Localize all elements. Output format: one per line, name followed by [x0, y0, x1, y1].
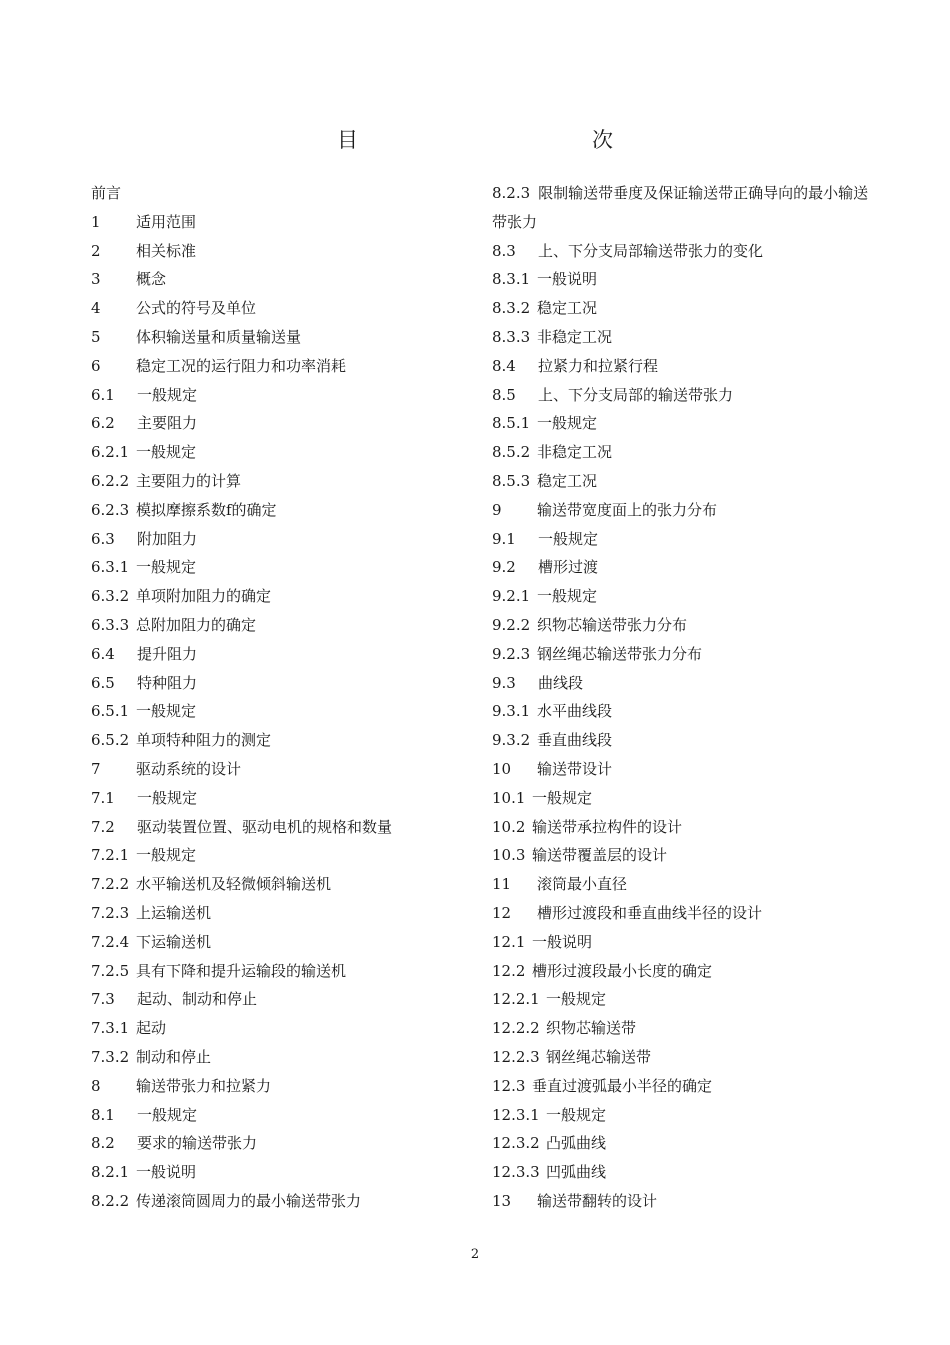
toc-entry-number: 10.2 — [492, 817, 526, 836]
toc-entry[interactable] — [91, 755, 491, 784]
toc-entry-title: 稳定工况的运行阻力和功率消耗 — [136, 356, 347, 375]
toc-entry[interactable] — [492, 294, 872, 323]
toc-entry-title: 制动和停止 — [136, 1047, 212, 1066]
toc-entry[interactable] — [91, 957, 491, 986]
toc-entry-title: 稳定工况 — [537, 471, 598, 490]
toc-entry-title: 适用范围 — [136, 212, 197, 231]
toc-entry[interactable] — [492, 553, 872, 582]
toc-entry-title: 钢丝绳芯输送带 — [546, 1047, 652, 1066]
toc-entry-title: 相关标准 — [136, 241, 197, 260]
toc-entry-number: 1 — [91, 212, 101, 231]
toc-entry[interactable] — [91, 438, 491, 467]
toc-entry-title: 输送带翻转的设计 — [537, 1191, 658, 1210]
toc-entry-title: 一般规定 — [136, 846, 197, 865]
toc-entry-number: 8.5.2 — [492, 443, 531, 462]
page-title: 目 次 — [337, 128, 677, 152]
toc-entry-number: 2 — [91, 241, 101, 260]
toc-entry[interactable] — [91, 237, 491, 266]
toc-entry-number: 6.3.2 — [91, 587, 130, 606]
toc-entry[interactable] — [91, 1072, 491, 1101]
toc-entry-title: 输送带设计 — [537, 759, 613, 778]
toc-entry-number: 11 — [492, 875, 512, 894]
toc-entry-title: 垂直曲线段 — [537, 731, 613, 750]
toc-entry-number: 8.5.1 — [492, 414, 531, 433]
toc-entry[interactable] — [91, 726, 491, 755]
toc-entry[interactable] — [492, 611, 872, 640]
toc-entry-number: 7.1 — [91, 788, 115, 807]
toc-entry[interactable] — [91, 1129, 491, 1158]
toc-entry[interactable] — [91, 640, 491, 669]
toc-entry[interactable] — [91, 611, 491, 640]
toc-entry-number: 4 — [91, 299, 101, 318]
toc-entry-number: 6.3 — [91, 529, 115, 548]
toc-entry[interactable] — [492, 496, 872, 525]
toc-entry-number: 8.2.3 — [492, 184, 531, 202]
toc-entry[interactable] — [492, 784, 872, 813]
toc-entry-title: 一般说明 — [537, 270, 598, 289]
toc-entry-number: 6.1 — [91, 385, 115, 404]
toc-entry-title: 体积输送量和质量输送量 — [136, 327, 302, 346]
toc-entry[interactable] — [91, 553, 491, 582]
toc-entry[interactable] — [91, 525, 491, 554]
toc-entry-title: 一般规定 — [546, 990, 607, 1009]
toc-entry[interactable] — [492, 813, 872, 842]
toc-entry[interactable] — [492, 1101, 872, 1130]
toc-entry-title: 单项特种阻力的测定 — [136, 731, 272, 750]
toc-entry-number: 6.3.1 — [91, 558, 130, 577]
toc-entry-title: 水平输送机及轻微倾斜输送机 — [136, 875, 332, 894]
toc-entry-number: 6.2 — [91, 414, 115, 433]
toc-entry-title: 限制输送带垂度及保证输送带正确导向的最小输送带张力 — [492, 184, 869, 231]
toc-entry-title: 一般说明 — [136, 1163, 197, 1182]
toc-entry-number: 10.3 — [492, 846, 526, 865]
toc-entry[interactable] — [492, 1129, 872, 1158]
toc-entry-number: 7.3.1 — [91, 1019, 130, 1038]
toc-entry[interactable] — [492, 841, 872, 870]
toc-right-column — [492, 179, 872, 1216]
toc-entry[interactable] — [91, 208, 491, 237]
toc-entry-title: 总附加阻力的确定 — [136, 615, 257, 634]
toc-entry-title: 一般规定 — [532, 788, 593, 807]
toc-entry-title: 非稳定工况 — [537, 327, 613, 346]
toc-entry-number: 8.5.3 — [492, 471, 531, 490]
toc-entry-title: 槽形过渡 — [538, 558, 599, 577]
toc-entry[interactable] — [492, 697, 872, 726]
toc-entry-number: 7.2.3 — [91, 903, 130, 922]
toc-entry-number: 12.2 — [492, 961, 526, 980]
toc-entry[interactable] — [492, 179, 872, 237]
toc-entry[interactable] — [492, 438, 872, 467]
toc-entry-number: 7.3 — [91, 990, 115, 1009]
toc-entry-number: 6.5.1 — [91, 702, 130, 721]
toc-entry-title: 一般规定 — [537, 414, 598, 433]
toc-entry-title: 主要阻力的计算 — [136, 471, 242, 490]
toc-entry-title: 凸弧曲线 — [546, 1134, 607, 1153]
toc-entry[interactable] — [91, 928, 491, 957]
toc-entry[interactable] — [492, 985, 872, 1014]
toc-entry-number: 12.2.1 — [492, 990, 540, 1009]
toc-entry-title: 提升阻力 — [137, 644, 198, 663]
toc-entry[interactable] — [492, 525, 872, 554]
toc-entry-number: 12.1 — [492, 932, 526, 951]
toc-entry-title: 概念 — [136, 270, 167, 289]
toc-entry[interactable] — [492, 1158, 872, 1187]
toc-entry-number: 12.3.3 — [492, 1163, 540, 1182]
toc-entry-title: 织物芯输送带张力分布 — [537, 615, 688, 634]
toc-entry-title: 前言 — [91, 184, 122, 202]
toc-entry-number: 9.3.2 — [492, 731, 531, 750]
toc-left-column — [91, 179, 491, 1216]
toc-entry-title: 水平曲线段 — [537, 702, 613, 721]
toc-entry-number: 8.5 — [492, 385, 516, 404]
toc-entry[interactable] — [91, 496, 491, 525]
toc-entry-number: 8.2 — [91, 1134, 115, 1153]
toc-entry-title: 非稳定工况 — [537, 443, 613, 462]
toc-entry[interactable] — [492, 870, 872, 899]
toc-entry-title: 一般规定 — [137, 788, 198, 807]
toc-entry-number: 6.3.3 — [91, 615, 130, 634]
toc-entry[interactable] — [492, 726, 872, 755]
toc-entry-title: 拉紧力和拉紧行程 — [538, 356, 659, 375]
toc-entry[interactable] — [492, 899, 872, 928]
toc-entry-number: 12 — [492, 903, 512, 922]
toc-entry-title: 输送带张力和拉紧力 — [136, 1076, 272, 1095]
toc-entry-title: 槽形过渡段和垂直曲线半径的设计 — [537, 903, 763, 922]
toc-entry[interactable] — [492, 1014, 872, 1043]
toc-entry-number: 5 — [91, 327, 101, 346]
toc-entry-number: 9.2.3 — [492, 644, 531, 663]
toc-entry-number: 8 — [91, 1076, 101, 1095]
toc-entry-number: 7.2.2 — [91, 875, 130, 894]
toc-entry-title: 滚筒最小直径 — [537, 875, 628, 894]
toc-entry-title: 输送带承拉构件的设计 — [532, 817, 683, 836]
toc-entry[interactable] — [492, 957, 872, 986]
toc-entry[interactable] — [492, 1043, 872, 1072]
toc-entry[interactable] — [492, 323, 872, 352]
toc-entry[interactable] — [91, 323, 491, 352]
toc-entry[interactable] — [492, 1187, 872, 1216]
toc-entry[interactable] — [492, 265, 872, 294]
toc-entry[interactable] — [492, 237, 872, 266]
toc-entry-title: 要求的输送带张力 — [137, 1134, 258, 1153]
toc-entry-number: 12.2.2 — [492, 1019, 540, 1038]
toc-entry[interactable] — [492, 669, 872, 698]
toc-entry-number: 7.3.2 — [91, 1047, 130, 1066]
toc-entry[interactable] — [492, 928, 872, 957]
toc-entry-number: 3 — [91, 270, 101, 289]
toc-entry-number: 9 — [492, 500, 502, 519]
toc-entry[interactable] — [91, 1043, 491, 1072]
toc-entry-number: 9.1 — [492, 529, 516, 548]
toc-entry-title: 特种阻力 — [137, 673, 198, 692]
toc-entry-title: 织物芯输送带 — [546, 1019, 637, 1038]
toc-entry-title: 一般规定 — [136, 443, 197, 462]
toc-entry-number: 12.2.3 — [492, 1047, 540, 1066]
toc-entry-number: 10.1 — [492, 788, 526, 807]
toc-entry-title: 一般规定 — [137, 1105, 198, 1124]
toc-entry-number: 6.2.3 — [91, 500, 130, 519]
toc-entry-title: 传递滚筒圆周力的最小输送带张力 — [136, 1191, 362, 1210]
toc-entry[interactable] — [492, 755, 872, 784]
toc-entry-title: 单项附加阻力的确定 — [136, 587, 272, 606]
toc-entry-number: 7.2.1 — [91, 846, 130, 865]
toc-entry-title: 凹弧曲线 — [546, 1163, 607, 1182]
toc-entry[interactable] — [91, 697, 491, 726]
toc-entry[interactable] — [492, 352, 872, 381]
toc-entry[interactable] — [91, 784, 491, 813]
toc-entry[interactable] — [91, 265, 491, 294]
toc-entry-number: 13 — [492, 1191, 512, 1210]
toc-entry[interactable] — [492, 582, 872, 611]
toc-entry-title: 一般规定 — [137, 385, 198, 404]
toc-entry[interactable] — [492, 1072, 872, 1101]
toc-entry-number: 7.2.4 — [91, 932, 130, 951]
toc-entry-title: 一般规定 — [546, 1105, 607, 1124]
toc-entry[interactable] — [91, 985, 491, 1014]
toc-entry[interactable] — [91, 381, 491, 410]
toc-entry[interactable] — [91, 899, 491, 928]
toc-entry-title: 输送带宽度面上的张力分布 — [537, 500, 718, 519]
toc-entry[interactable] — [492, 640, 872, 669]
toc-entry-number: 12.3.1 — [492, 1105, 540, 1124]
toc-entry-title: 下运输送机 — [136, 932, 212, 951]
toc-entry-title: 垂直过渡弧最小半径的确定 — [532, 1076, 713, 1095]
toc-entry-number: 7 — [91, 759, 101, 778]
toc-entry-number: 9.3.1 — [492, 702, 531, 721]
toc-entry-number: 12.3.2 — [492, 1134, 540, 1153]
toc-entry[interactable] — [91, 669, 491, 698]
toc-entry-number: 9.2 — [492, 558, 516, 577]
toc-entry[interactable] — [91, 179, 491, 208]
page-number: 2 — [470, 1247, 480, 1262]
toc-entry-number: 6.2.2 — [91, 471, 130, 490]
toc-entry-title: 公式的符号及单位 — [136, 299, 257, 318]
toc-entry-title: 起动、制动和停止 — [137, 990, 258, 1009]
toc-entry[interactable] — [91, 841, 491, 870]
toc-entry-number: 12.3 — [492, 1076, 526, 1095]
toc-entry-title: 钢丝绳芯输送带张力分布 — [537, 644, 703, 663]
toc-entry-title: 具有下降和提升运输段的输送机 — [136, 961, 347, 980]
toc-entry-title: 起动 — [136, 1019, 167, 1038]
toc-entry-number: 8.3 — [492, 241, 516, 260]
toc-entry[interactable] — [492, 467, 872, 496]
toc-entry[interactable] — [91, 1014, 491, 1043]
toc-entry-number: 7.2.5 — [91, 961, 130, 980]
toc-entry-number: 8.1 — [91, 1105, 115, 1124]
toc-entry[interactable] — [91, 1101, 491, 1130]
toc-entry[interactable] — [91, 409, 491, 438]
toc-entry-number: 6.5 — [91, 673, 115, 692]
toc-entry-title: 上、下分支局部的输送带张力 — [538, 385, 734, 404]
toc-entry[interactable] — [492, 409, 872, 438]
toc-entry-number: 8.3.1 — [492, 270, 531, 289]
toc-entry-title: 一般规定 — [136, 558, 197, 577]
toc-entry-title: 一般规定 — [537, 587, 598, 606]
toc-entry-title: 附加阻力 — [137, 529, 198, 548]
toc-entry-number: 9.2.2 — [492, 615, 531, 634]
toc-entry[interactable] — [91, 582, 491, 611]
toc-entry-title: 主要阻力 — [137, 414, 198, 433]
toc-entry[interactable] — [91, 294, 491, 323]
toc-entry[interactable] — [91, 870, 491, 899]
toc-entry-title: 一般说明 — [532, 932, 593, 951]
toc-entry-number: 9.3 — [492, 673, 516, 692]
toc-entry[interactable] — [492, 381, 872, 410]
toc-entry-title: 模拟摩擦系数f的确定 — [136, 500, 277, 519]
toc-entry-number: 8.4 — [492, 356, 516, 375]
toc-entry-number: 8.2.2 — [91, 1191, 130, 1210]
toc-entry-title: 一般规定 — [538, 529, 599, 548]
toc-entry[interactable] — [91, 813, 491, 842]
toc-entry-number: 6.2.1 — [91, 443, 130, 462]
toc-entry-number: 8.3.2 — [492, 299, 531, 318]
toc-entry-title: 曲线段 — [538, 673, 584, 692]
toc-entry-title: 驱动系统的设计 — [136, 759, 242, 778]
toc-entry-title: 上运输送机 — [136, 903, 212, 922]
toc-entry-number: 10 — [492, 759, 512, 778]
toc-entry-number: 6.4 — [91, 644, 115, 663]
toc-entry-title: 稳定工况 — [537, 299, 598, 318]
toc-entry-title: 输送带覆盖层的设计 — [532, 846, 668, 865]
toc-entry-title: 一般规定 — [136, 702, 197, 721]
toc-entry-number: 9.2.1 — [492, 587, 531, 606]
toc-entry[interactable] — [91, 1187, 491, 1216]
toc-entry-number: 7.2 — [91, 817, 115, 836]
toc-entry-number: 8.2.1 — [91, 1163, 130, 1182]
toc-entry[interactable] — [91, 467, 491, 496]
toc-entry-number: 6 — [91, 356, 101, 375]
toc-entry[interactable] — [91, 1158, 491, 1187]
toc-entry-title: 槽形过渡段最小长度的确定 — [532, 961, 713, 980]
toc-entry-title: 上、下分支局部输送带张力的变化 — [538, 241, 764, 260]
toc-entry-title: 驱动装置位置、驱动电机的规格和数量 — [137, 817, 393, 836]
toc-entry-number: 6.5.2 — [91, 731, 130, 750]
toc-entry[interactable] — [91, 352, 491, 381]
toc-entry-number: 8.3.3 — [492, 327, 531, 346]
